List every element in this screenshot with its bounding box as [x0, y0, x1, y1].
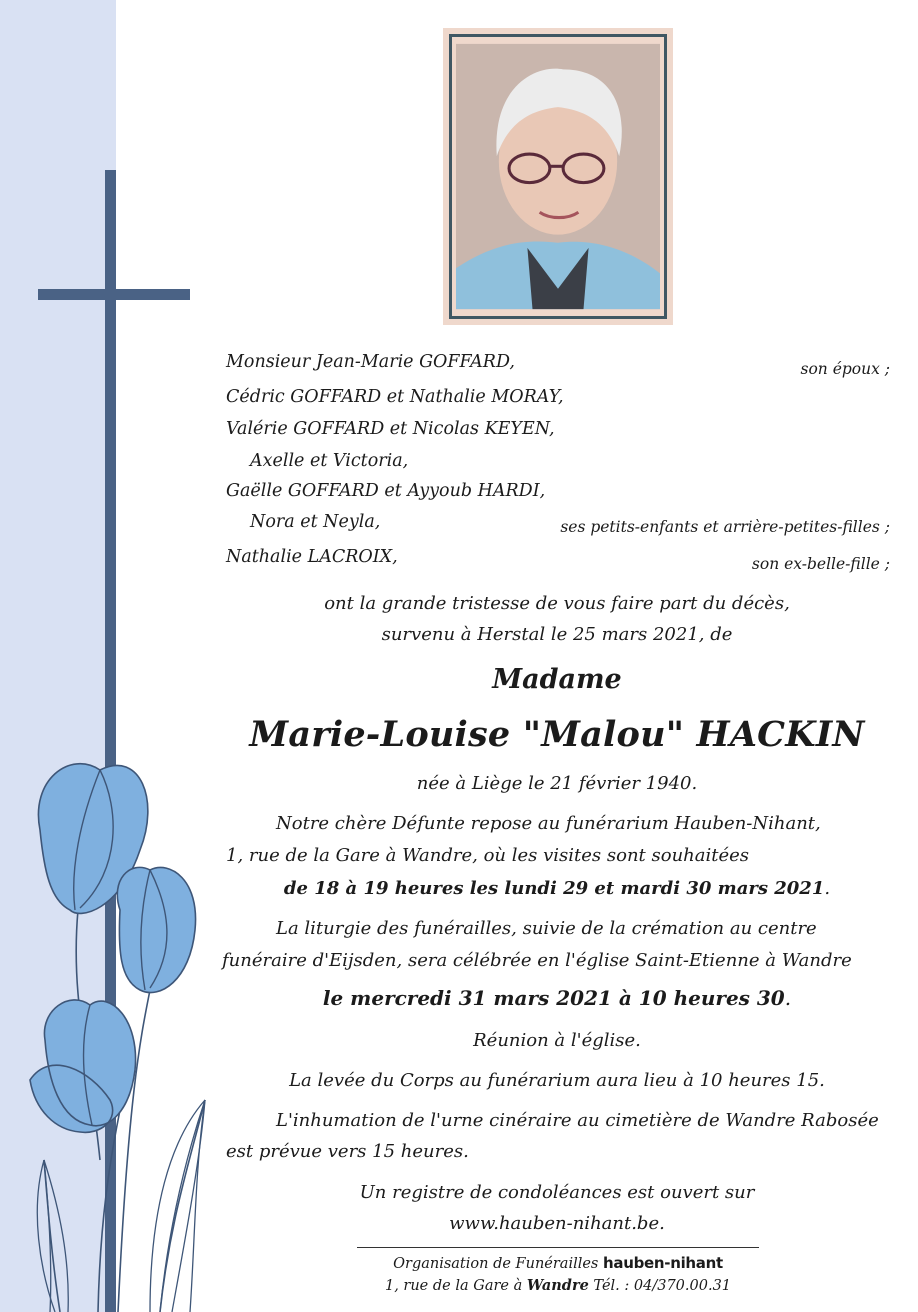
- meeting-info: Réunion à l'église.: [473, 1030, 641, 1051]
- condolences-line: Un registre de condoléances est ouvert sur: [359, 1182, 755, 1203]
- announcement-line: survenu à Herstal le 25 mars 2021, de: [381, 624, 733, 645]
- brand-logo: hauben-nihant: [603, 1254, 723, 1272]
- visits-times-text: de 18 à 19 heures les lundi 29 et mardi 30 mars 2021: [283, 878, 825, 899]
- family-name: Nora et Neyla,: [250, 512, 381, 532]
- visits-times-end: .: [824, 878, 831, 899]
- phone: Tél. : 04/370.00.31: [593, 1278, 732, 1294]
- family-name: Gaëlle GOFFARD et Ayyoub HARDI,: [226, 481, 546, 501]
- ceremony-line: funéraire d'Eijsden, sera célébrée en l'église Saint-Etienne à Wandre: [222, 950, 852, 971]
- footer-address: [357, 1277, 759, 1294]
- deceased-name: Marie-Louise "Malou" HACKIN: [249, 714, 865, 755]
- family-relation: ses petits-enfants et arrière-petites-filles ;: [560, 518, 890, 536]
- tulip-flowers-icon: [0, 740, 240, 1312]
- cross-bar: [38, 289, 190, 300]
- deceased-title: Madame: [492, 664, 622, 695]
- ceremony-line: La liturgie des funérailles, suivie de la crémation au centre: [276, 918, 817, 939]
- footer-divider: [357, 1247, 759, 1248]
- levee-info: La levée du Corps au funérarium aura lieu à 10 heures 15.: [289, 1070, 825, 1091]
- family-relation: son époux ;: [800, 360, 890, 378]
- family-relation: son ex-belle-fille ;: [751, 555, 890, 573]
- visits-line: Notre chère Défunte repose au funérarium Hauben-Nihant,: [276, 813, 821, 834]
- announcement-line: ont la grande tristesse de vous faire part du décès,: [324, 593, 790, 614]
- ceremony-date: [222, 986, 892, 1010]
- family-name: Valérie GOFFARD et Nicolas KEYEN,: [226, 419, 555, 439]
- visits-line: 1, rue de la Gare à Wandre, où les visites sont souhaitées: [226, 845, 750, 866]
- portrait-photo: [456, 41, 660, 312]
- family-name: Axelle et Victoria,: [250, 451, 409, 471]
- address-town: Wandre: [526, 1277, 589, 1294]
- family-name: Cédric GOFFARD et Nathalie MORAY,: [226, 387, 564, 407]
- ceremony-date-end: .: [784, 986, 792, 1010]
- condolences-url[interactable]: www.hauben-nihant.be.: [449, 1213, 665, 1234]
- portrait-frame: [443, 28, 673, 325]
- urn-line: est prévue vers 15 heures.: [226, 1141, 469, 1162]
- footer-organisation: [357, 1254, 759, 1272]
- address-prefix: 1, rue de la Gare à: [384, 1278, 523, 1294]
- visits-times: [222, 878, 892, 899]
- family-name: Monsieur Jean-Marie GOFFARD,: [226, 352, 515, 372]
- family-name: Nathalie LACROIX,: [226, 547, 398, 567]
- birth-info: née à Liège le 21 février 1940.: [416, 773, 698, 794]
- urn-line: L'inhumation de l'urne cinéraire au cimetière de Wandre Rabosée: [276, 1110, 879, 1131]
- org-label: Organisation de Funérailles: [393, 1256, 599, 1272]
- ceremony-date-text: le mercredi 31 mars 2021 à 10 heures 30: [322, 986, 785, 1010]
